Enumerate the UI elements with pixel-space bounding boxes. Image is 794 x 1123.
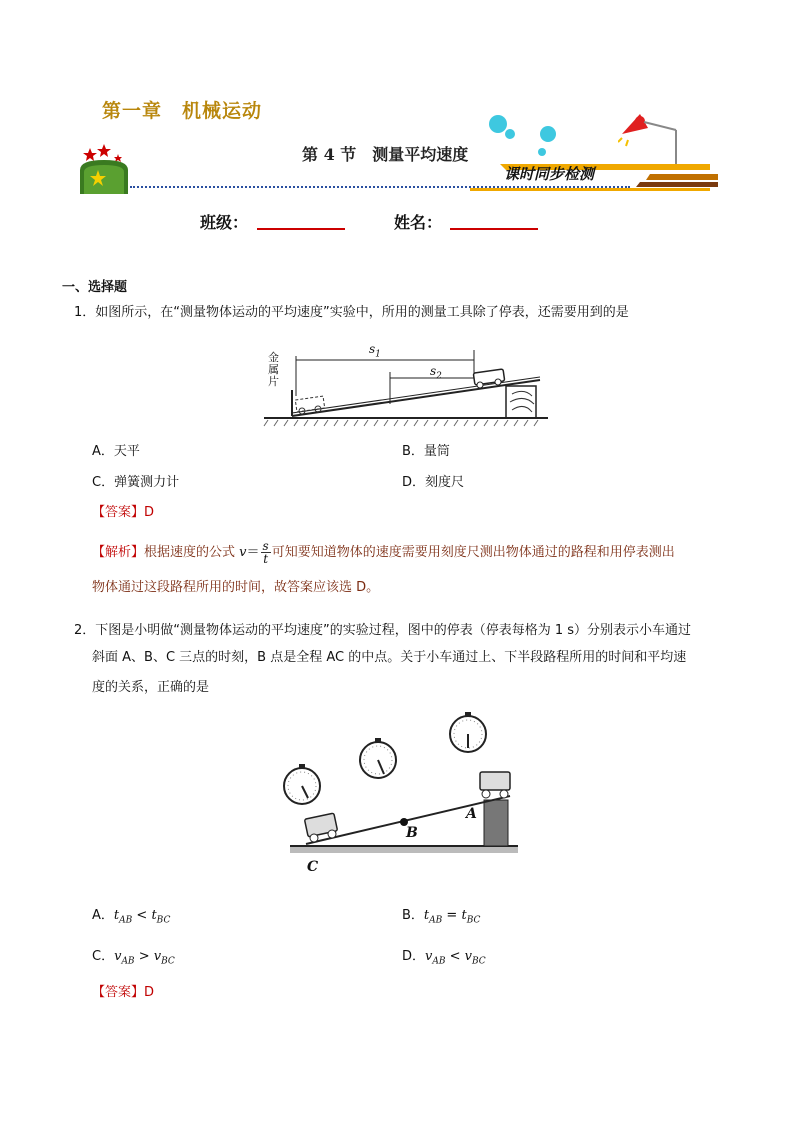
q1-label-s1: $s_1$ bbox=[369, 342, 381, 360]
q2-stem-line1: 2．下图是小明做“测量物体运动的平均速度”的实验过程，图中的停表（停表每格为 1 s）分别表示小车通过 bbox=[74, 623, 692, 638]
q1-stem: 1．如图所示，在“测量物体运动的平均速度”实验中，所用的测量工具除了停表，还需要用到的是 bbox=[74, 305, 629, 320]
q1-option-b[interactable]: B．量筒 bbox=[402, 444, 450, 459]
q1-option-d[interactable]: D．刻度尺 bbox=[402, 475, 465, 490]
q2-stem-line2: 斜面 A、B、C 三点的时刻，B 点是全程 AC 的中点。关于小车通过上、下半段路程所用的时间和平均速 bbox=[92, 650, 687, 665]
banner-label: 课时同步检测 bbox=[504, 165, 595, 183]
q2-figure-stopwatch-incline bbox=[278, 712, 522, 876]
q2-label-c: C bbox=[307, 859, 319, 875]
formula-fraction: $\frac{s}{t}$ bbox=[262, 539, 269, 566]
name-blank[interactable] bbox=[450, 228, 538, 230]
q2-option-a[interactable]: A．$t_{AB} < t_{BC}$ bbox=[92, 908, 171, 926]
q2-option-b[interactable]: B．$t_{AB} = t_{BC}$ bbox=[402, 908, 481, 926]
class-label: 班级： bbox=[200, 213, 249, 232]
q1-analysis-line2: 物体通过这段路程所用的时间，故答案应该选 D。 bbox=[92, 580, 380, 595]
q2-answer: 【答案】D bbox=[92, 985, 155, 1000]
q1-option-c[interactable]: C．弹簧测力计 bbox=[92, 475, 180, 490]
q2-stem-line3: 度的关系，正确的是 bbox=[92, 680, 210, 695]
bubbles-icon bbox=[484, 112, 564, 162]
chapter-title: 第一章 机械运动 bbox=[102, 100, 263, 122]
q1-figure-incline bbox=[262, 338, 552, 430]
star-badge-icon bbox=[76, 140, 132, 196]
section-title: 第 4 节 测量平均速度 bbox=[302, 145, 469, 164]
lamp-icon bbox=[618, 108, 688, 168]
class-blank[interactable] bbox=[257, 228, 345, 230]
header-divider bbox=[130, 186, 630, 188]
q1-analysis: 【解析】根据速度的公式 v＝ $\frac{s}{t}$ 可知要知道物体的速度需要用刻度尺测出物体通过的路程和用停表测出 bbox=[92, 539, 675, 566]
q2-label-b: B bbox=[406, 825, 418, 841]
q1-label-plate: 金属片 bbox=[268, 351, 279, 388]
q2-option-c[interactable]: C．$v_{AB} > v_{BC}$ bbox=[92, 949, 175, 967]
q1-answer: 【答案】D bbox=[92, 505, 155, 520]
name-label: 姓名： bbox=[394, 213, 443, 232]
section-heading: 一、选择题 bbox=[62, 280, 128, 295]
q1-option-a[interactable]: A．天平 bbox=[92, 444, 140, 459]
q2-option-d[interactable]: D．$v_{AB} < v_{BC}$ bbox=[402, 949, 486, 967]
q2-label-a: A bbox=[466, 806, 477, 822]
q1-label-s2: $s_2$ bbox=[430, 364, 442, 382]
